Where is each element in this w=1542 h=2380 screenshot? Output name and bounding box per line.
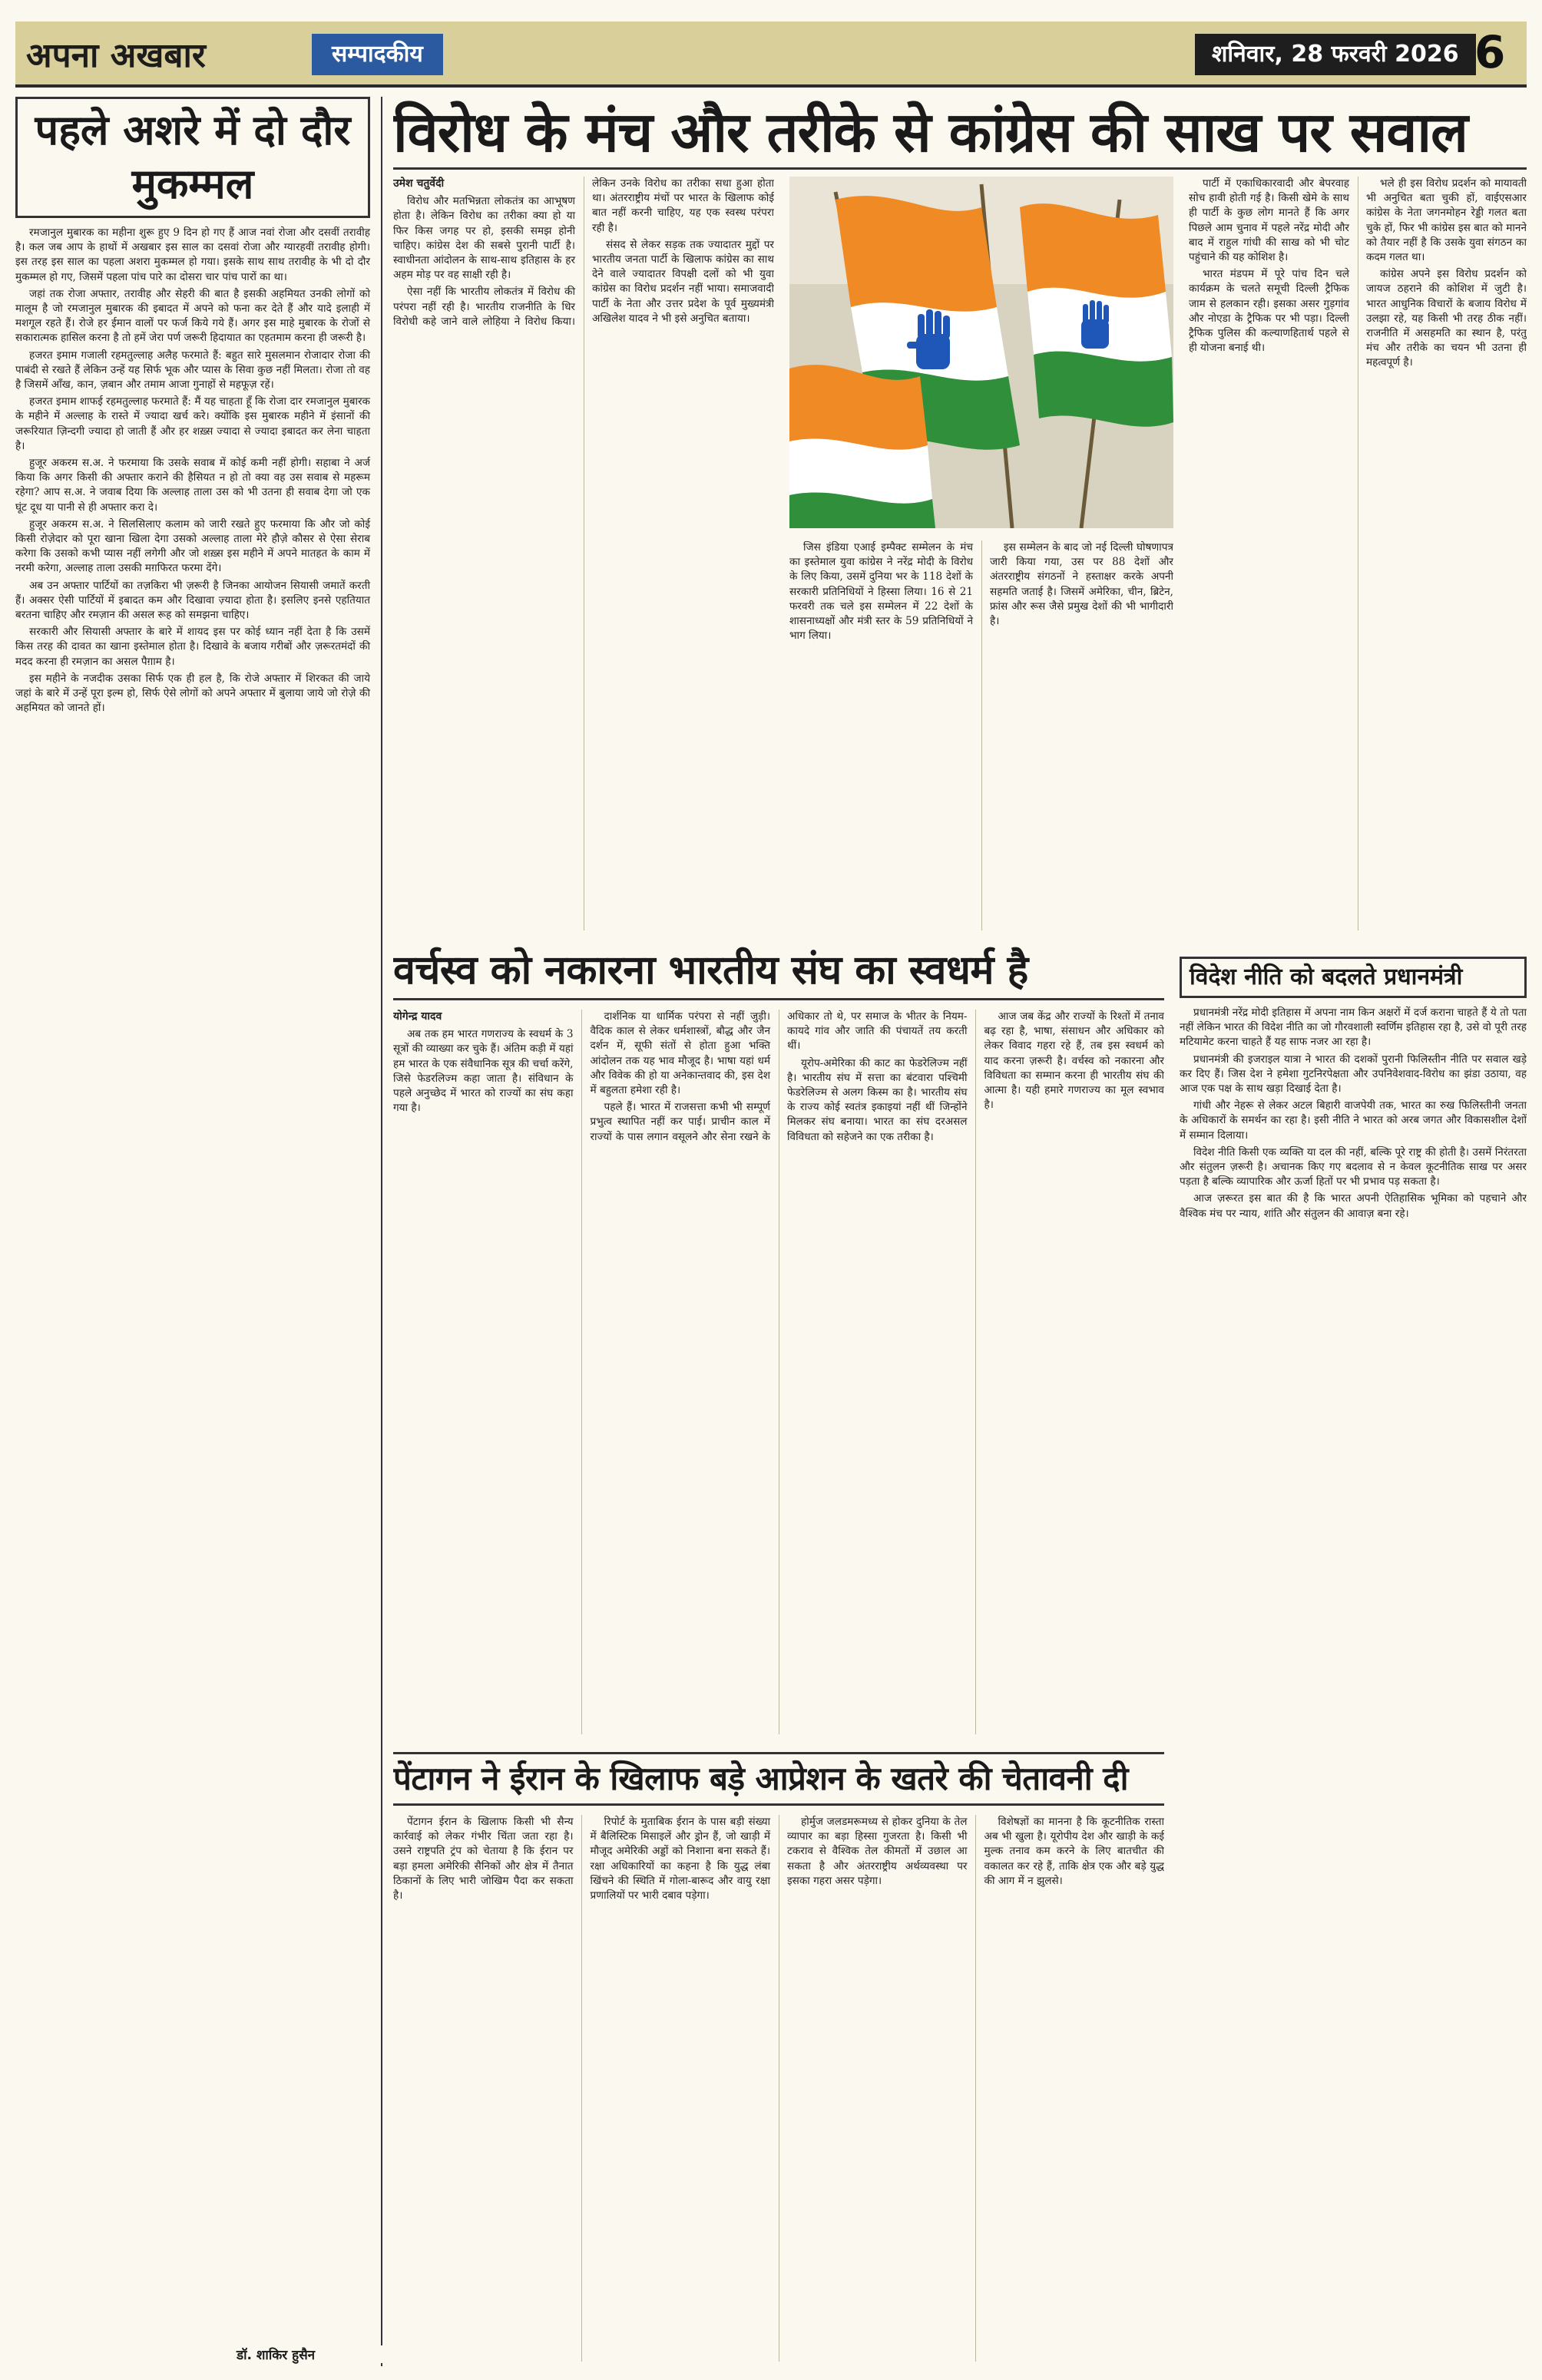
paragraph: हजरत इमाम शाफई रहमतुल्लाह फरमाते हैं: मैं यह चाहता हूँ कि रोजा दार रमजानुल मुबारक के महीने में अल्लाह के रास्ते में ज्यादा खर्च करे। क्योंकि इस मुबारक महीने में इंसानों की जरूरियात ज़िन्दगी ज्यादा हो जाती हैं और हर शख़्स ज्यादा से ज्यादा इबादत कर लेना चाहता है। <box>15 395 370 452</box>
left-article-title: पहले अशरे में दो दौर मुकम्मल <box>15 97 370 218</box>
left-article-byline: डॉ. शाकिर हुसैन <box>230 2345 1527 2363</box>
paragraph: आज जब केंद्र और राज्यों के रिश्तों में तनाव बढ़ रहा है, भाषा, संसाधन और अधिकार को लेकर विवाद गहरा रहे हैं, तब इस स्वधर्म को याद करना ज़रूरी है। वर्चस्व को नकारना और विविधता का सम्मान करना ही भारतीय संघ की आत्मा है। यही हमारे गणराज्य का मूल स्वभाव है। <box>984 1010 1164 1112</box>
paragraph: कांग्रेस अपने इस विरोध प्रदर्शन को जायज ठहराने की कोशिश में जुटी है। भारत आधुनिक विचारों के बजाय विरोध में उलझा रहे, यह किसी भी तरह ठीक नहीं। राजनीति में असहमति का स्थान है, परंतु मंच और तरीके का चयन भी उतना ही महत्वपूर्ण है। <box>1366 268 1527 369</box>
page-number: 6 <box>1474 26 1506 78</box>
second-article-byline: योगेन्द्र यादव <box>393 1010 442 1023</box>
paragraph: विदेश नीति किसी एक व्यक्ति या दल की नहीं, बल्कि पूरे राष्ट्र की होती है। उसमें निरंतरता और संतुलन ज़रूरी है। अचानक किए गए बदलाव से न केवल कूटनीतिक साख पर असर पड़ता है बल्कि व्यापारिक और ऊर्जा हितों पर भी प्रभाव पड़ सकता है। <box>1180 1145 1527 1188</box>
paragraph: हुजूर अकरम स.अ. ने फरमाया कि उसके सवाब में कोई कमी नहीं होगी। सहाबा ने अर्ज किया कि अगर किसी की अफ्तार कराने की हैसियत न हो तो क्या वह उस सवाब से महरूम रहेगा? आप स.अ. ने जवाब दिया कि अल्लाह ताला उस को भी उतना ही सवाब देगा जो एक घूंट दूध या पानी से ही अफ्तार करा दे। <box>15 457 370 514</box>
paragraph: प्रधानमंत्री नरेंद्र मोदी इतिहास में अपना नाम किन अक्षरों में दर्ज कराना चाहते हैं ये तो पता नहीं लेकिन भारत की विदेश नीति का जो गौरवशाली स्वर्णिम इतिहास रहा है, उसे वो पूरी तरह मटियामेट करना चाहते हैं यह साफ नजर आ रहा है। <box>1180 1007 1527 1049</box>
sidebar-article-title: विदेश नीति को बदलते प्रधानमंत्री <box>1180 957 1527 998</box>
paragraph: जहां तक रोजा अफ्तार, तरावीह और सेहरी की बात है इसकी अहमियत उनकी लोगों को मालूम है जो रमजानुल मुबारक की इबादत में अपने को फना कर देते हैं और यादे इलाही में मशगूल रहते हैं। रोजे हर ईमान वालों पर फर्ज किये गये हैं। अगर इस माहे मुबारक के रोजों से सकारात्मक हासिल करना है तो हमें जेरा पर्ण जरूरी हिदायात का एहतमाम करना ही जरूरी है। <box>15 287 370 345</box>
second-article-title: वर्चस्व को नकारना भारतीय संघ का स्वधर्म है <box>393 943 1164 1000</box>
paper-name: अपना अखबार <box>26 36 206 75</box>
paragraph: भले ही इस विरोध प्रदर्शन को मायावती भी अनुचित बता चुकी हों, वाईएसआर कांग्रेस के नेता जगनमोहन रेड्डी गलत बता चुके हों, फिर भी कांग्रेस इस बात को मानने को तैयार नहीं है कि उसके युवा संगठन का कदम गलत था। <box>1366 177 1527 264</box>
paragraph: इस महीने के नजदीक उसका सिर्फ एक ही हल है, कि रोजे अफ्तार में शिरकत की जाये जहां के बारे में उन्हें पूरा इल्म हो, सिर्फ ऐसे लोगों को अपने अफ्तार में बुलाया जाये जो रोज़े की अहमियत को जानते हों। <box>15 672 370 715</box>
paragraph: पेंटागन ईरान के खिलाफ किसी भी सैन्य कार्रवाई को लेकर गंभीर चिंता जता रहा है। उसने राष्ट्रपति ट्रंप को चेताया है कि ईरान पर बड़ा हमला अमेरिकी सैनिकों और क्षेत्र में तैनात ठिकानों के लिए भारी जोखिम पैदा कर सकता है। <box>393 1816 574 1902</box>
paragraph: दार्शनिक या धार्मिक परंपरा से नहीं जुड़ी। वैदिक काल से लेकर धर्मशास्त्रों, बौद्ध और जैन दर्शन में, सूफी संतों से होता हुआ भक्ति आंदोलन तक यह भाव मौजूद है। भाषा यहां धर्म और विवेक की हो या अनेकान्तवाद की, इस देश में बहुलता हमेशा रही है। <box>590 1010 770 1097</box>
sidebar-article <box>1180 957 1527 2366</box>
paragraph: हुजूर अकरम स.अ. ने सिलसिलाए कलाम को जारी रखते हुए फरमाया कि और जो कोई किसी रोज़ेदार को पूरा खाना खिला देगा उसको अल्लाह ताला मेरे हौज़े कौसर से ऐसा सेराब करेगा कि उसको कभी प्यास नहीं लगेगी और जो शख़्स इस महीने में अपने मातहत के काम में नरमी करेगा, अल्लाह ताला उसकी मग़फिरत फरमा देंगे। <box>15 517 370 575</box>
paragraph: संसद से लेकर सड़क तक ज्यादातर मुद्दों पर भारतीय जनता पार्टी के खिलाफ कांग्रेस का साथ देने वाले ज्यादातर विपक्षी दलों को भी युवा कांग्रेस का विरोध प्रदर्शन नहीं भाया। समाजवादी पार्टी के नेता और उत्तर प्रदेश के पूर्व मुख्यमंत्री अखिलेश यादव ने भी इसे अनुचित बताया। <box>592 238 774 325</box>
paragraph: विरोध और मतभिन्नता लोकतंत्र का आभूषण होता है। लेकिन विरोध का तरीका क्या हो या फिर किस जगह पर हो, इसकी समझ होनी चाहिए। कांग्रेस देश की सबसे पुरानी पार्टी है। स्वाधीनता आंदोलन के साथ-साथ इतिहास के हर अहम मोड़ पर वह साक्षी रही है। <box>393 195 575 282</box>
lead-article-text-a <box>393 177 774 931</box>
sidebar-article-body <box>1180 1006 1527 1221</box>
second-article <box>393 943 1164 1741</box>
paragraph: जिस इंडिया एआई इम्पैक्ट सम्मेलन के मंच का इस्तेमाल युवा कांग्रेस ने नरेंद्र मोदी के विरोध के लिए किया, उसमें दुनिया भर के 118 देशों के सरकारी प्रतिनिधियों ने हिस्सा लिया। 16 से 21 फरवरी तक चले इस सम्मेलन में 22 देशों के शासनाध्यक्षों और मंत्री स्तर के 59 प्रतिनिधियों ने भाग लिया। <box>789 541 973 643</box>
paragraph: अब तक हम भारत गणराज्य के स्वधर्म के 3 सूत्रों की व्याख्या कर चुके हैं। अंतिम कड़ी में यहां हम भारत के एक संवैधानिक सूत्र की चर्चा करेंगे, जिसे फेडरलिज्म कहा जाता है। संविधान के पहले अनुच्छेद में भारत को राज्यों का संघ कहा गया है। <box>393 1028 574 1115</box>
congress-flags-photo-icon <box>789 177 1173 528</box>
paragraph: अब उन अफ्तार पार्टियों का तज़किरा भी ज़रूरी है जिनका आयोजन सियासी जमातें करती हैं। अक्सर ऐसी पार्टियों में इबादत कम और दिखावा ज़्यादा होता है। इसलिए इनसे एहतियात बरतना चाहिए और रमज़ान की असल रूह को समझना चाहिए। <box>15 579 370 622</box>
paragraph: होर्मुज जलडमरूमध्य से होकर दुनिया के तेल व्यापार का बड़ा हिस्सा गुजरता है। किसी भी टकराव से वैश्विक तेल कीमतों में उछाल आ सकता है और अंतरराष्ट्रीय अर्थव्यवस्था पर इसका गहरा असर पड़ेगा। <box>787 1816 968 1887</box>
left-article-body <box>15 226 370 716</box>
paragraph: यूरोप-अमेरिका की काट का फेडरेलिज्म नहीं है। भारतीय संघ में सत्ता का बंटवारा पश्चिमी फेडरेलिज्म से अलग किस्म का है। भारतीय संघ के राज्य कोई स्वतंत्र इकाइयां नहीं थीं जिन्होंने मिलकर संघ बनाया। भारत का संघ दरअसल विविधता को सहेजने का एक तरीका है। <box>787 1056 968 1143</box>
issue-date: शनिवार, 28 फरवरी 2026 <box>1195 34 1476 75</box>
paragraph: सरकारी और सियासी अफ्तार के बारे में शायद इस पर कोई ध्यान नहीं देता है कि उसमें किस तरह की दावत का खाना इस्तेमाल होता है। दिखावे के बजाय गरीबों और ज़रूरतमंदों की मदद करना ही रमज़ान का असल पैग़ाम है। <box>15 626 370 668</box>
lead-article-byline: उमेश चतुर्वेदी <box>393 177 445 190</box>
paragraph: विशेषज्ञों का मानना है कि कूटनीतिक रास्ता अब भी खुला है। यूरोपीय देश और खाड़ी के कई मुल्क तनाव कम करने के लिए बातचीत की वकालत कर रहे हैं, ताकि क्षेत्र एक और बड़े युद्ध की आग में न झुलसे। <box>984 1816 1164 1887</box>
lead-article-title: विरोध के मंच और तरीके से कांग्रेस की साख पर सवाल <box>393 97 1527 170</box>
second-article-body <box>393 1010 1164 1734</box>
paragraph: गांधी और नेहरू से लेकर अटल बिहारी वाजपेयी तक, भारत का रुख फिलिस्तीनी जनता के अधिकारों के समर्थन का रहा है। इसी नीति ने भारत को अरब जगत और विकासशील देशों में सम्मान दिलाया। <box>1180 1099 1527 1142</box>
paragraph: आज ज़रूरत इस बात की है कि भारत अपनी ऐतिहासिक भूमिका को पहचाने और वैश्विक मंच पर न्याय, शांति और संतुलन की आवाज़ बना रहे। <box>1180 1192 1527 1220</box>
paragraph: रमजानुल मुबारक का महीना शुरू हुए 9 दिन हो गए हैं आज नवां रोजा और दसवीं तरावीह है। कल जब आप के हाथों में अखबार इस साल का दसवां रोजा और ग्यारहवीं तरावीह होगी। इस तरह इस साल का पहला अशरा मुकम्मल हो गया। इसके साथ साथ तरावीह के भी दो दौर मुकम्मल हो गए, जिसमें पहला पांच पारे का दोसरा चार पांच पारों का था। <box>15 226 370 283</box>
paragraph: हजरत इमाम गजाली रहमतुल्लाह अलैह फरमाते हैं: बहुत सारे मुसलमान रोजादार रोजा की पाबंदी से रखते हैं लेकिन उन्हें यह सिर्फ भूक और प्यास के सिवा कुछ नहीं मिलता। रोजा तो वह है जिसमें आँख, कान, ज़बान और तमाम आजा गुनाहों से महफूज़ रहें। <box>15 349 370 392</box>
paragraph: ऐसा नहीं कि भारतीय लोकतंत्र में विरोध की परंपरा नहीं रही है। भारतीय राजनीति के धिर विरोधी कहे जाने वाले लोहिया ने विरोध किया। लेकिन उनके विरोध का तरीका सधा हुआ होता था। अंतरराष्ट्रीय मंचों पर भारत के खिलाफ कोई बात नहीं करनी चाहिए, यह एक स्वस्थ परंपरा रही है। <box>393 177 774 328</box>
paragraph: रिपोर्ट के मुताबिक ईरान के पास बड़ी संख्या में बैलिस्टिक मिसाइलें और ड्रोन हैं, जो खाड़ी में मौजूद अमेरिकी अड्डों को निशाना बना सकते हैं। रक्षा अधिकारियों का कहना है कि युद्ध लंबा खिंचने की स्थिति में गोला-बारूद और वायु रक्षा प्रणालियों पर भारी दबाव पड़ेगा। <box>590 1816 770 1902</box>
lead-article <box>393 97 1527 931</box>
paragraph: भारत मंडपम में पूरे पांच दिन चले कार्यक्रम के चलते समूची दिल्ली ट्रैफिक जाम से हलकान रही। इसका असर गुड़गांव और नोएडा के ट्रैफिक पर भी पड़ा। दिल्ली ट्रैफिक पुलिस की कल्याणहितार्थ पहले से ही योजना बनाई थी। <box>1189 268 1349 355</box>
congress-flags-photo <box>789 177 1173 528</box>
paragraph: प्रधानमंत्री की इजराइल यात्रा ने भारत की दशकों पुरानी फिलिस्तीन नीति पर सवाल खड़े कर दिए हैं। जिस देश ने हमेशा गुटनिरपेक्षता और उपनिवेशवाद-विरोध का झंडा उठाया, वह आज एक पक्ष के साथ खड़ा दिखाई देता है। <box>1180 1053 1527 1096</box>
lead-article-text-b <box>789 540 1173 931</box>
section-tag: सम्पादकीय <box>312 34 443 75</box>
paragraph: पार्टी में एकाधिकारवादी और बेपरवाह सोच हावी होती गई है। किसी खेमे के साथ ही पार्टी के कुछ लोग मानते हैं कि अगर पिछले आम चुनाव में पहले नरेंद्र मोदी और बाद में राहुल गांधी की साख को भी चोट पहुंचाने की यह कोशिश है। <box>1189 177 1349 264</box>
paragraph: इस सम्मेलन के बाद जो नई दिल्ली घोषणापत्र जारी किया गया, उस पर 88 देशों और अंतरराष्ट्रीय संगठनों ने हस्ताक्षर करके अपनी सहमति जताई है। जिसमें अमेरिका, चीन, ब्रिटेन, फ्रांस और रूस जैसे प्रमुख देशों की भी भागीदारी है। <box>990 541 1173 628</box>
third-article <box>393 1752 1164 2366</box>
third-article-body <box>393 1815 1164 2362</box>
left-article <box>15 97 382 2366</box>
paragraph: पहले हैं। भारत में राजसत्ता कभी भी सम्पूर्ण प्रभुत्व स्थापित नहीं कर पाई। प्राचीन काल में राज्यों के पास लगान वसूलने और सेना रखने के अधिकार तो थे, पर समाज के भीतर के नियम-कायदे गांव और जाति की पंचायतें तय करती थीं। <box>590 1010 968 1143</box>
masthead <box>15 21 1527 88</box>
third-article-title: पेंटागन ने ईरान के खिलाफ बड़े आप्रेशन के खतरे की चेतावनी दी <box>393 1752 1164 1806</box>
lead-article-text-c <box>1189 177 1527 931</box>
